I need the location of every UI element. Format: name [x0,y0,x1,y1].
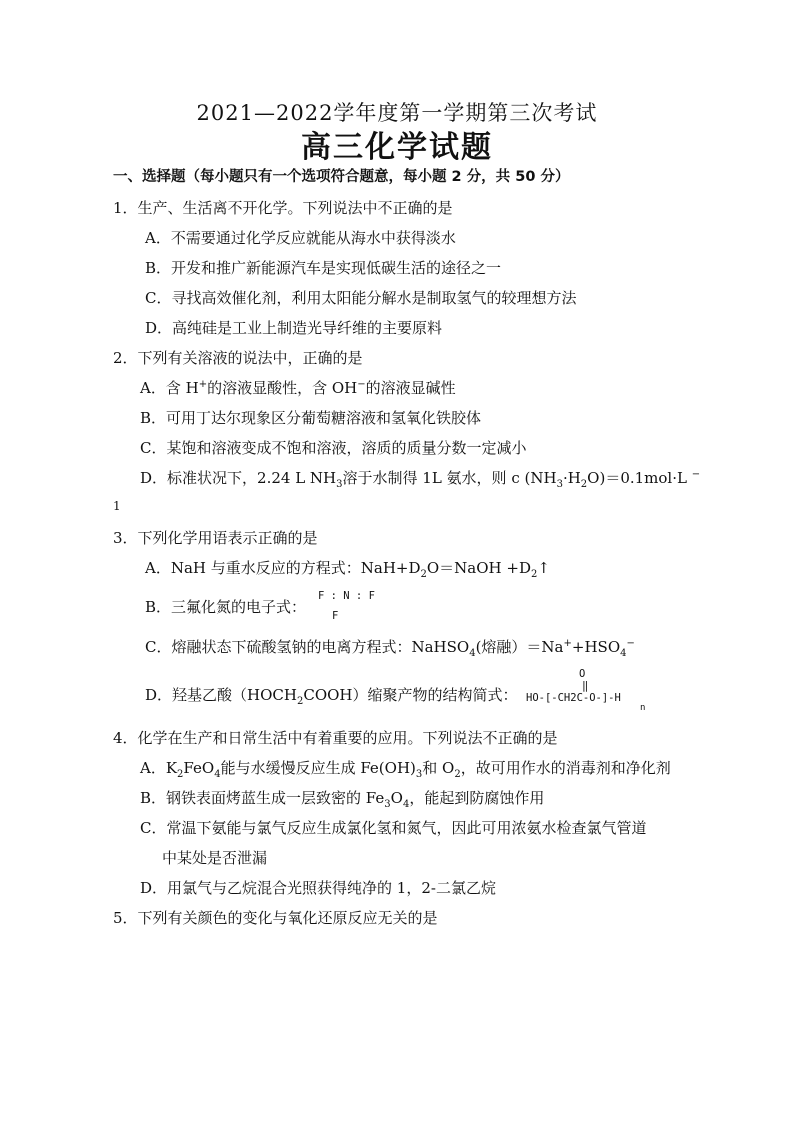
q4-option-c-line2: 中某处是否泄漏 [162,849,268,867]
q2-d-sub2: 3 [556,479,563,490]
polymer-struct-double-bond: ‖ [582,680,589,692]
nf3-electron-formula-top: F : N : F [318,590,375,602]
q4-b-post: ，能起到防腐蚀作用 [409,789,545,807]
q5-stem: 5．下列有关颜色的变化与氧化还原反应无关的是 [113,909,438,927]
q4-a-sub4: 2 [454,769,461,780]
q2-option-a [140,378,456,398]
q3-a-pre: A．NaH 与重水反应的方程式：NaH+D [145,559,421,577]
q4-a-sub1: 2 [177,769,184,780]
q3-d-sub1: 2 [296,696,304,707]
q3-c-mid2: +HSO [571,638,621,656]
q4-b-sub2: 4 [402,799,410,810]
polymer-struct-main: HO-[-CH2C-O-]-H [526,692,621,704]
q2-d-post: O)＝0.1mol·L [587,469,687,487]
q3-c-pre: C．熔融状态下硫酸氢钠的电离方程式：NaHSO [145,638,470,656]
q2-stem-text: 2．下列有关溶液的说法中，正确的是 [113,349,363,367]
q2-a-mid: 的溶液显酸性，含 OH [207,379,358,397]
q4-a-pre: A．K [140,759,178,777]
q3-a-sub2: 2 [530,569,538,580]
q2-a-sup1: + [198,379,208,390]
q2-a-post: 的溶液显碱性 [365,379,456,397]
q3-c-sub2: 4 [620,648,627,659]
q3-option-a [145,558,550,578]
exam-title: 2021—2022学年度第一学期第三次考试 [196,101,598,125]
q4-option-a [140,758,671,778]
q3-c-sup1: + [563,638,572,649]
q4-b-pre: B．钢铁表面烤蓝生成一层致密的 Fe [140,789,385,807]
q4-a-mid: FeO [183,759,215,777]
q3-d-post: COOH）缩聚产物的结构简式： [303,686,518,704]
q1-option-c: C．寻找高效催化剂，利用太阳能分解水是制取氢气的较理想方法 [145,289,577,307]
q3-stem: 3．下列化学用语表示正确的是 [113,529,318,547]
q4-option-d: D．用氯气与乙烷混合光照获得纯净的 1，2-二氯乙烷 [140,879,496,897]
q3-a-sub1: 2 [420,569,427,580]
q2-d-pre: D．标准状况下，2.24 L NH [140,469,337,487]
q2-option-c: C．某饱和溶液变成不饱和溶液，溶质的质量分数一定减小 [140,439,527,457]
q3-option-d [145,685,518,705]
q4-a-sub3: 3 [415,769,423,780]
q2-a-sup2: − [357,379,366,390]
q4-a-mid2: 能与水缓慢反应生成 Fe(OH) [220,759,416,777]
q3-c-sub1: 4 [469,648,476,659]
q2-a-pre: A．含 H [140,379,199,397]
q2-d-wrap: 1 [113,499,121,513]
q4-a-sub2: 4 [214,769,221,780]
q4-stem: 4．化学在生产和日常生活中有着重要的应用。下列说法不正确的是 [113,729,558,747]
q4-b-sub1: 3 [384,799,391,810]
q2-d-sub3: 2 [580,479,588,490]
q2-d-mid2: ·H [562,469,581,487]
q3-a-mid: O＝NaOH +D [426,559,531,577]
q4-b-mid: O [390,789,403,807]
q3-a-post: ↑ [537,559,550,577]
q3-option-c [145,637,635,657]
polymer-struct-n: n [640,703,646,713]
q2-option-d [140,468,700,488]
q2-d-sub1: 3 [336,479,343,490]
q3-c-sup2: − [626,638,635,649]
q4-a-mid3: 和 O [422,759,455,777]
q3-c-mid: (熔融）＝Na [475,638,564,656]
q3-d-pre: D．羟基乙酸（HOCH [145,686,297,704]
q1-option-d: D．高纯硅是工业上制造光导纤维的主要原料 [145,319,443,337]
q2-stem [113,348,363,368]
q2-d-sup: − [691,469,701,480]
polymer-struct-oxygen: O [579,668,586,680]
subject-title: 高三化学试题 [301,130,493,165]
q1-stem: 1．生产、生活离不开化学。下列说法中不正确的是 [113,199,453,217]
section-heading: 一、选择题（每小题只有一个选项符合题意，每小题 2 分，共 50 分） [113,169,570,185]
q2-d-mid: 溶于水制得 1L 氨水，则 c (NH [342,469,557,487]
q3-option-b: B．三氟化氮的电子式： [145,598,307,616]
q1-option-a: A．不需要通过化学反应就能从海水中获得淡水 [145,229,456,247]
q4-a-post: ，故可用作水的消毒剂和净化剂 [460,759,671,777]
q1-option-b: B．开发和推广新能源汽车是实现低碳生活的途径之一 [145,259,502,277]
q2-option-b: B．可用丁达尔现象区分葡萄糖溶液和氢氧化铁胶体 [140,409,482,427]
nf3-electron-formula-bottom: F [332,610,339,622]
q4-option-b [140,788,544,808]
q4-option-c-line1: C．常温下氨能与氯气反应生成氯化氢和氮气，因此可用浓氨水检查氯气管道 [140,819,647,837]
